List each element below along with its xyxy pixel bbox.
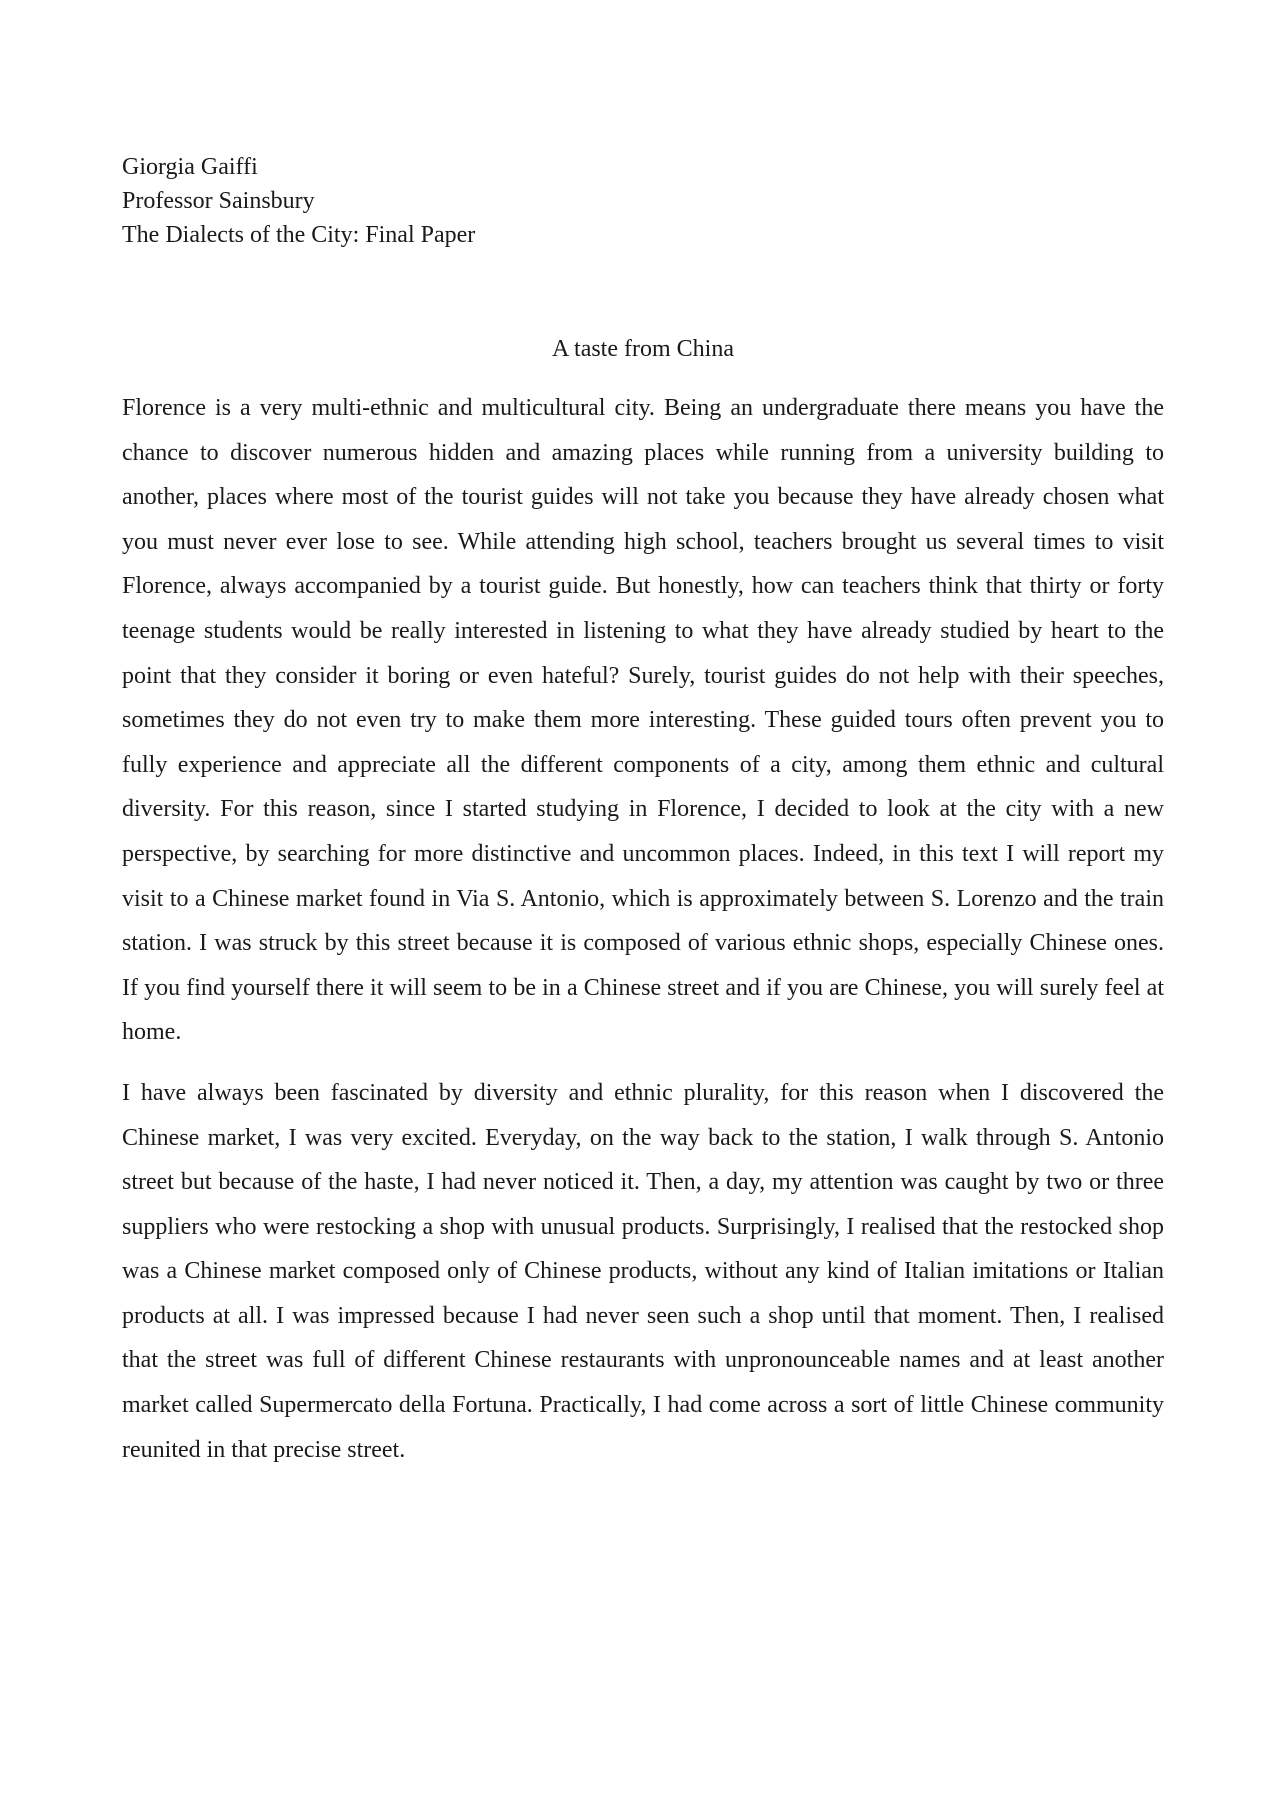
- paper-body: [122, 386, 1164, 1472]
- author-name: Giorgia Gaiffi: [122, 154, 258, 180]
- document-page: [122, 150, 1164, 1488]
- paragraph-1: Florence is a very multi-ethnic and multicultural city. Being an undergraduate there means you have the chance to discover numerous hidden and amazing places while running from a university building to another, places where most of the tourist guides will not take you because they have already chosen what you must never ever lose to see. While attending high school, teachers brought us several times to visit Florence, always accompanied by a tourist guide. But honestly, how can teachers think that thirty or forty teenage students would be really interested in listening to what they have already studied by heart to the point that they consider it boring or even hateful? Surely, tourist guides do not help with their speeches, sometimes they do not even try to make them more interesting. These guided tours often prevent you to fully experience and appreciate all the different components of a city, among them ethnic and cultural diversity. For this reason, since I started studying in Florence, I decided to look at the city with a new perspective, by searching for more distinctive and uncommon places. Indeed, in this text I will report my visit to a Chinese market found in Via S. Antonio, which is approximately between S. Lorenzo and the train station. I was struck by this street because it is composed of various ethnic shops, especially Chinese ones. If you find yourself there it will seem to be in a Chinese street and if you are Chinese, you will surely feel at home.: [122, 395, 1164, 1046]
- paper-header: [122, 150, 1164, 252]
- paper-title: A taste from China: [552, 336, 734, 362]
- course-name: The Dialects of the City: Final Paper: [122, 222, 476, 248]
- professor-name: Professor Sainsbury: [122, 188, 315, 214]
- paragraph-2: I have always been fascinated by diversity and ethnic plurality, for this reason when I discovered the Chinese market, I was very excited. Everyday, on the way back to the station, I walk through S. Antonio street but because of the haste, I had never noticed it. Then, a day, my attention was caught by two or three suppliers who were restocking a shop with unusual products. Surprisingly, I realised that the restocked shop was a Chinese market composed only of Chinese products, without any kind of Italian imitations or Italian products at all. I was impressed because I had never seen such a shop until that moment. Then, I realised that the street was full of different Chinese restaurants with unpronounceable names and at least another market called Supermercato della Fortuna. Practically, I had come across a sort of little Chinese community reunited in that precise street.: [122, 1079, 1164, 1463]
